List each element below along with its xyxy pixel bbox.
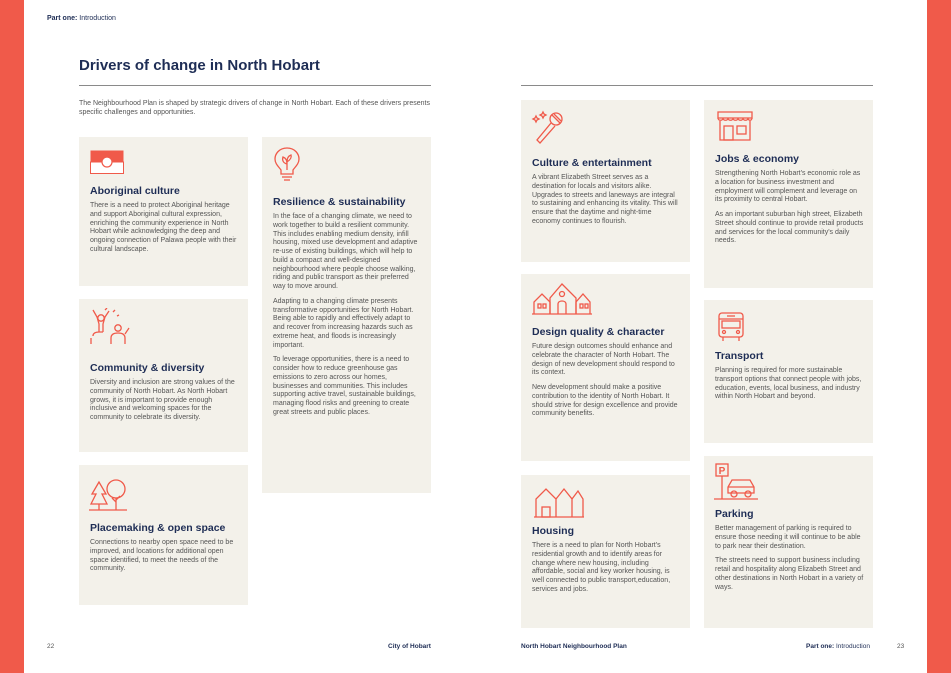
trees-icon	[89, 476, 127, 512]
parking-car-icon	[714, 463, 758, 501]
card-transport	[704, 300, 873, 443]
aboriginal-flag-icon	[90, 150, 124, 174]
card-housing	[521, 475, 690, 628]
card-title: Housing	[532, 525, 574, 537]
card-title: Placemaking & open space	[90, 522, 226, 534]
bus-icon	[716, 311, 746, 343]
microphone-icon	[531, 110, 565, 146]
footer-right-title: North Hobart Neighbourhood Plan	[521, 643, 627, 650]
intro-text: The Neighbourhood Plan is shaped by strategic drivers of change in North Hobart. Each of these drivers presents specific challenges and opportunities.	[79, 100, 430, 116]
card-text: In the face of a changing climate, we need to work together to build a resilient community. This includes enabling medium density, infill housing, mixed use development and adaptive re-use of existing buildings, which will help to build a compact and well-designed neighbourhood where people choose walking, riding and public transport as their preferred way to move around.	[273, 213, 418, 290]
card-community-diversity	[79, 299, 248, 452]
page-number-right: 23	[897, 643, 905, 650]
card-title: Community & diversity	[90, 362, 205, 374]
houses-icon	[534, 485, 584, 519]
running-header: Part one: Introduction	[47, 15, 116, 22]
people-cheering-icon	[89, 308, 131, 348]
card-text: To leverage opportunities, there is a need to consider how to reduce greenhouse gas emissions to zero across our homes, businesses and communities. This includes supporting active travel, sustainable buildings, managing flood risks and greening to create great streets and public places.	[273, 356, 416, 416]
card-text: The streets need to support business including retail and hospitality along Elizabeth Street and other destinations in North Hobart in a variety of ways.	[715, 557, 864, 591]
card-design-quality-character	[521, 274, 690, 461]
shopfront-icon	[716, 110, 754, 142]
card-title: Aboriginal culture	[90, 185, 180, 197]
page-number-left: 22	[47, 643, 55, 650]
card-text: As an important suburban high street, Elizabeth Street should continue to provide retail products and services for the local community's daily needs.	[715, 211, 864, 245]
card-text: New development should make a positive contribution to the identity of North Hobart. It should strive for design excellence and provide community benefits.	[532, 384, 678, 418]
card-placemaking-open-space	[79, 465, 248, 605]
footer-left-title: City of Hobart	[388, 643, 431, 650]
card-text: Better management of parking is required to ensure those needing it will continue to be able to park near their destination.	[715, 525, 861, 550]
card-text: Strengthening North Hobart's economic role as a location for business investment and employment will complement and leverage on its proximity to central Hobart.	[715, 170, 861, 204]
heritage-buildings-icon	[532, 280, 592, 316]
card-title: Parking	[715, 508, 754, 520]
card-text: Future design outcomes should enhance and celebrate the character of North Hobart. The design of new development should respond to its context.	[532, 343, 675, 377]
right-accent-edge	[927, 0, 951, 673]
card-text: Adapting to a changing climate presents transformative opportunities for North Hobart. Being able to rapidly and effectively adapt to and recover from increasing hazards such as extreme heat, and floods is increasingly important.	[273, 297, 414, 349]
title-rule-right	[521, 85, 873, 86]
page-title: Drivers of change in North Hobart	[79, 57, 320, 74]
card-resilience-sustainability	[262, 137, 431, 493]
card-text: There is a need to plan for North Hobart's residential growth and to identify areas for change where new housing, including affordable, social and key worker housing, is well connected to public transport,education, services and jobs.	[532, 542, 671, 593]
card-aboriginal-culture	[79, 137, 248, 286]
card-title: Design quality & character	[532, 326, 665, 338]
card-text: A vibrant Elizabeth Street serves as a destination for locals and visitors alike. Upgrades to streets and laneways are integral to sustaining and enhancing its vitality. This will ensure that the daytime and night-time economy continues to flourish.	[532, 174, 678, 225]
parking-sign-letter: P	[718, 466, 726, 477]
lightbulb-icon	[273, 146, 301, 182]
card-title: Transport	[715, 350, 764, 362]
card-title: Resilience & sustainability	[273, 196, 406, 208]
title-rule-left	[79, 85, 431, 86]
card-parking	[704, 456, 873, 628]
card-jobs-economy	[704, 100, 873, 288]
card-text: Diversity and inclusion are strong values of the community of North Hobart. As North Hobart grows, it is important to provide enough inclusive and welcoming spaces for the community to celebrate its diversity.	[90, 379, 235, 421]
card-text: Planning is required for more sustainable transport options that connect people with jobs, education, events, local business, and industry within North Hobart and beyond.	[715, 367, 862, 401]
card-text: There is a need to protect Aboriginal heritage and support Aboriginal cultural expression, enriching the community experience in North Hobart while acknowledging the deep and ongoing connection of Palawa people with their cultural landscape.	[90, 202, 237, 253]
footer-right-section: Part one: Introduction	[806, 643, 870, 650]
card-title: Jobs & economy	[715, 153, 800, 165]
card-title: Culture & entertainment	[532, 157, 652, 169]
card-culture-entertainment	[521, 100, 690, 262]
card-text: Connections to nearby open space need to be improved, and locations for additional open space identified, to meet the needs of the community.	[90, 539, 234, 573]
left-accent-edge	[0, 0, 24, 673]
